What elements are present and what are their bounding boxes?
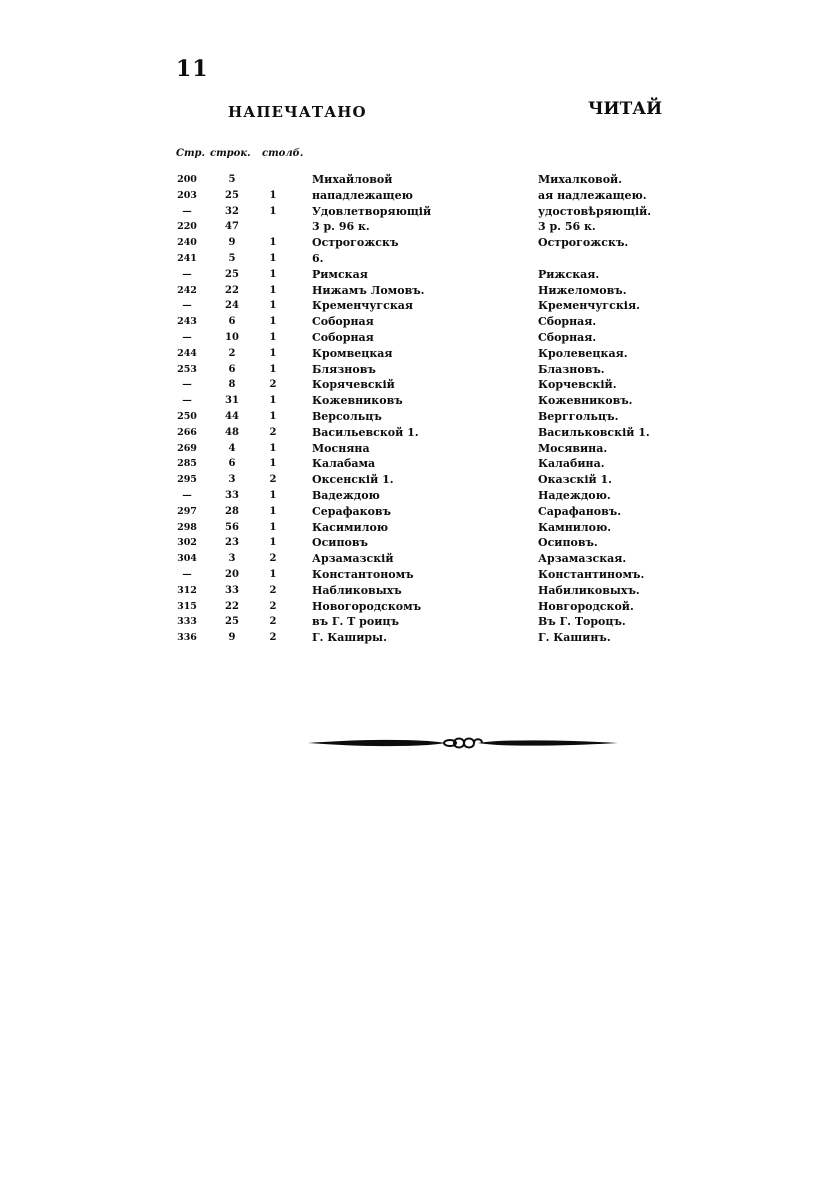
errata-read-cell: Сборная. xyxy=(538,315,597,329)
errata-row xyxy=(0,283,840,299)
errata-column-cell: 1 xyxy=(269,347,277,359)
errata-row xyxy=(0,614,840,630)
errata-read-cell: Надеждою. xyxy=(538,488,611,502)
errata-line-cell: 31 xyxy=(225,395,239,407)
errata-line-cell: 22 xyxy=(225,600,239,612)
errata-column-cell: 2 xyxy=(269,600,277,612)
errata-read-cell: Камнилою. xyxy=(538,520,612,534)
errata-page-cell: — xyxy=(182,568,192,580)
errata-column-cell: 1 xyxy=(269,284,277,296)
errata-column-cell: 1 xyxy=(269,268,277,280)
errata-row xyxy=(0,551,840,567)
errata-printed-cell: Серафаковъ xyxy=(312,504,391,518)
errata-line-cell: 47 xyxy=(225,221,239,233)
errata-page-cell: 285 xyxy=(177,458,197,470)
subheading-line: строк. xyxy=(210,148,251,159)
errata-printed-cell: Удовлетворяющій xyxy=(312,204,432,218)
errata-printed-cell: Вадеждою xyxy=(312,488,380,502)
errata-row xyxy=(0,488,840,504)
errata-line-cell: 24 xyxy=(225,300,239,312)
errata-column-cell: 2 xyxy=(269,553,277,565)
errata-line-cell: 33 xyxy=(225,584,239,596)
errata-row xyxy=(0,456,840,472)
errata-row xyxy=(0,219,840,235)
errata-printed-cell: Соборная xyxy=(312,330,374,344)
errata-read-cell: Константиномъ. xyxy=(538,567,645,581)
errata-line-cell: 10 xyxy=(225,331,239,343)
errata-line-cell: 3 xyxy=(228,553,236,565)
errata-row xyxy=(0,330,840,346)
errata-page-cell: 269 xyxy=(177,442,197,454)
errata-printed-cell: Михайловой xyxy=(312,173,393,186)
errata-page-cell: — xyxy=(182,489,192,501)
errata-column-cell: 1 xyxy=(269,395,277,407)
errata-column-cell: 2 xyxy=(269,584,277,596)
errata-page-cell: 297 xyxy=(177,505,197,517)
errata-row xyxy=(0,314,840,330)
errata-page-cell: 253 xyxy=(177,363,197,375)
errata-read-cell: Нижеломовъ. xyxy=(538,283,627,297)
errata-row xyxy=(0,425,840,441)
errata-printed-cell: Римская xyxy=(312,267,368,281)
errata-page-cell: — xyxy=(182,379,192,391)
errata-column-cell: 1 xyxy=(269,205,277,217)
errata-page-cell: 220 xyxy=(177,221,197,233)
errata-read-cell: Кременчугскія. xyxy=(538,299,640,313)
errata-printed-cell: Корячевскій xyxy=(312,378,395,392)
errata-page-cell: 242 xyxy=(177,284,197,296)
errata-column-cell: 1 xyxy=(269,489,277,501)
column-heading-printed: НАПЕЧАТАНО xyxy=(228,103,367,121)
errata-row xyxy=(0,583,840,599)
errata-read-cell: ая надлежащею. xyxy=(538,188,647,202)
errata-line-cell: 28 xyxy=(225,505,239,517)
errata-row xyxy=(0,362,840,378)
errata-read-cell: Сборная. xyxy=(538,330,597,344)
errata-column-cell: 1 xyxy=(269,331,277,343)
errata-line-cell: 9 xyxy=(228,237,236,249)
errata-page-cell: — xyxy=(182,268,192,280)
errata-printed-cell: Кожевниковъ xyxy=(312,394,403,408)
errata-read-cell: Михалковой. xyxy=(538,173,623,186)
errata-line-cell: 23 xyxy=(225,537,239,549)
errata-line-cell: 56 xyxy=(225,521,239,533)
errata-printed-cell: Константономъ xyxy=(312,567,414,581)
errata-column-cell: 1 xyxy=(269,505,277,517)
errata-read-cell: Въ Г. Тороцъ. xyxy=(538,615,626,629)
errata-page-cell: 200 xyxy=(177,174,197,185)
errata-printed-cell: Кромвецкая xyxy=(312,346,393,360)
errata-line-cell: 20 xyxy=(225,568,239,580)
errata-line-cell: 25 xyxy=(225,616,239,628)
errata-line-cell: 2 xyxy=(228,347,236,359)
errata-read-cell: Кожевниковъ. xyxy=(538,394,633,408)
errata-line-cell: 5 xyxy=(228,174,236,185)
errata-printed-cell: Оксенскій 1. xyxy=(312,473,394,487)
errata-printed-cell: 6. xyxy=(312,251,324,265)
errata-column-cell: 1 xyxy=(269,410,277,422)
errata-read-cell: Осиповъ. xyxy=(538,536,598,550)
errata-read-cell: 3 р. 56 к. xyxy=(538,220,596,234)
errata-column-cell: 1 xyxy=(269,252,277,264)
errata-page-cell: 240 xyxy=(177,237,197,249)
errata-line-cell: 33 xyxy=(225,489,239,501)
errata-column-cell: 2 xyxy=(269,616,277,628)
errata-column-cell: 2 xyxy=(269,426,277,438)
errata-printed-cell: Калабама xyxy=(312,457,376,471)
errata-row xyxy=(0,441,840,457)
errata-column-cell: 1 xyxy=(269,237,277,249)
column-heading-read: ЧИТАЙ xyxy=(588,99,663,119)
errata-line-cell: 6 xyxy=(228,316,236,328)
errata-page-cell: — xyxy=(182,205,192,217)
errata-row xyxy=(0,204,840,220)
subheading-column: столб. xyxy=(262,148,304,159)
errata-read-cell: Мосявина. xyxy=(538,441,608,455)
errata-printed-cell: Новогородскомъ xyxy=(312,599,422,613)
errata-column-cell: 2 xyxy=(269,632,277,644)
errata-row xyxy=(0,472,840,488)
errata-row xyxy=(0,188,840,204)
errata-line-cell: 48 xyxy=(225,426,239,438)
errata-page-cell: 298 xyxy=(177,521,197,533)
errata-page-cell: — xyxy=(182,331,192,343)
errata-line-cell: 22 xyxy=(225,284,239,296)
errata-read-cell: Оказскій 1. xyxy=(538,473,612,487)
errata-column-cell: 1 xyxy=(269,568,277,580)
errata-read-cell: Набиликовыхъ. xyxy=(538,583,640,597)
errata-row xyxy=(0,267,840,283)
errata-printed-cell: Соборная xyxy=(312,315,374,329)
errata-printed-cell: Острогожскъ xyxy=(312,236,399,250)
errata-read-cell: Калабина. xyxy=(538,457,605,471)
errata-line-cell: 25 xyxy=(225,268,239,280)
errata-row xyxy=(0,172,840,188)
errata-line-cell: 8 xyxy=(228,379,236,391)
errata-row xyxy=(0,599,840,615)
errata-row xyxy=(0,520,840,536)
errata-column-cell: 1 xyxy=(269,189,277,201)
errata-column-cell: 1 xyxy=(269,363,277,375)
errata-line-cell: 6 xyxy=(228,458,236,470)
errata-printed-cell: Г. Каширы. xyxy=(312,631,387,645)
errata-printed-cell: Арзамазскій xyxy=(312,552,394,566)
errata-read-cell: удостовѣряющій. xyxy=(538,204,652,218)
errata-row xyxy=(0,567,840,583)
errata-line-cell: 25 xyxy=(225,189,239,201)
errata-printed-cell: Мосняна xyxy=(312,441,370,455)
errata-page-cell: 243 xyxy=(177,316,197,328)
errata-page-cell: — xyxy=(182,300,192,312)
errata-line-cell: 6 xyxy=(228,363,236,375)
errata-line-cell: 3 xyxy=(228,474,236,486)
errata-read-cell: Верггольцъ. xyxy=(538,409,619,423)
errata-read-cell: Рижская. xyxy=(538,267,600,281)
errata-column-cell: 1 xyxy=(269,537,277,549)
errata-page-cell: 304 xyxy=(177,553,197,565)
errata-page-cell: 250 xyxy=(177,410,197,422)
errata-printed-cell: нападлежащею xyxy=(312,188,413,202)
errata-column-cell: 1 xyxy=(269,521,277,533)
errata-line-cell: 5 xyxy=(228,252,236,264)
page-number: 11 xyxy=(176,56,209,82)
ornament-divider-icon xyxy=(308,732,618,754)
errata-printed-cell: 3 р. 96 к. xyxy=(312,220,370,234)
errata-printed-cell: Версольцъ xyxy=(312,409,382,423)
errata-page-cell: 312 xyxy=(177,584,197,596)
subheading-page: Стр. xyxy=(176,148,206,159)
errata-row xyxy=(0,409,840,425)
errata-printed-cell: Осиповъ xyxy=(312,536,368,550)
errata-read-cell: Острогожскъ. xyxy=(538,236,629,250)
errata-table xyxy=(0,172,840,646)
errata-printed-cell: Набликовыхъ xyxy=(312,583,402,597)
errata-column-cell: 2 xyxy=(269,474,277,486)
errata-row xyxy=(0,504,840,520)
errata-page-cell: 244 xyxy=(177,347,197,359)
errata-read-cell: Г. Кашинъ. xyxy=(538,631,611,645)
errata-page-cell: 203 xyxy=(177,189,197,201)
errata-column-cell: 2 xyxy=(269,379,277,391)
errata-column-cell: 1 xyxy=(269,458,277,470)
errata-read-cell: Новгородской. xyxy=(538,599,634,613)
errata-page-cell: 336 xyxy=(177,632,197,644)
errata-row xyxy=(0,235,840,251)
errata-read-cell: Блазновъ. xyxy=(538,362,605,376)
errata-row xyxy=(0,393,840,409)
errata-page-cell: 241 xyxy=(177,252,197,264)
errata-line-cell: 4 xyxy=(228,442,236,454)
errata-row xyxy=(0,377,840,393)
errata-printed-cell: Касимилою xyxy=(312,520,389,534)
errata-row xyxy=(0,298,840,314)
errata-row xyxy=(0,251,840,267)
errata-read-cell: Корчевскій. xyxy=(538,378,617,392)
errata-printed-cell: въ Г. Т роицъ xyxy=(312,615,399,629)
errata-read-cell: Кролевецкая. xyxy=(538,346,628,360)
errata-page-cell: 302 xyxy=(177,537,197,549)
errata-read-cell: Арзамазская. xyxy=(538,552,627,566)
errata-line-cell: 9 xyxy=(228,632,236,644)
errata-page-cell: 295 xyxy=(177,474,197,486)
errata-printed-cell: Васильевской 1. xyxy=(312,425,419,439)
errata-page-cell: — xyxy=(182,395,192,407)
errata-line-cell: 44 xyxy=(225,410,239,422)
errata-row xyxy=(0,535,840,551)
errata-column-cell: 1 xyxy=(269,316,277,328)
errata-row xyxy=(0,630,840,646)
errata-printed-cell: Блязновъ xyxy=(312,362,376,376)
errata-column-cell: 1 xyxy=(269,442,277,454)
errata-page-cell: 333 xyxy=(177,616,197,628)
errata-line-cell: 32 xyxy=(225,205,239,217)
errata-page-cell: 315 xyxy=(177,600,197,612)
errata-read-cell: Васильковскій 1. xyxy=(538,425,650,439)
errata-page-cell: 266 xyxy=(177,426,197,438)
errata-column-cell: 1 xyxy=(269,300,277,312)
errata-row xyxy=(0,346,840,362)
errata-printed-cell: Кременчугская xyxy=(312,299,414,313)
errata-read-cell: Сарафановъ. xyxy=(538,504,622,518)
errata-printed-cell: Нижамъ Ломовъ. xyxy=(312,283,425,297)
